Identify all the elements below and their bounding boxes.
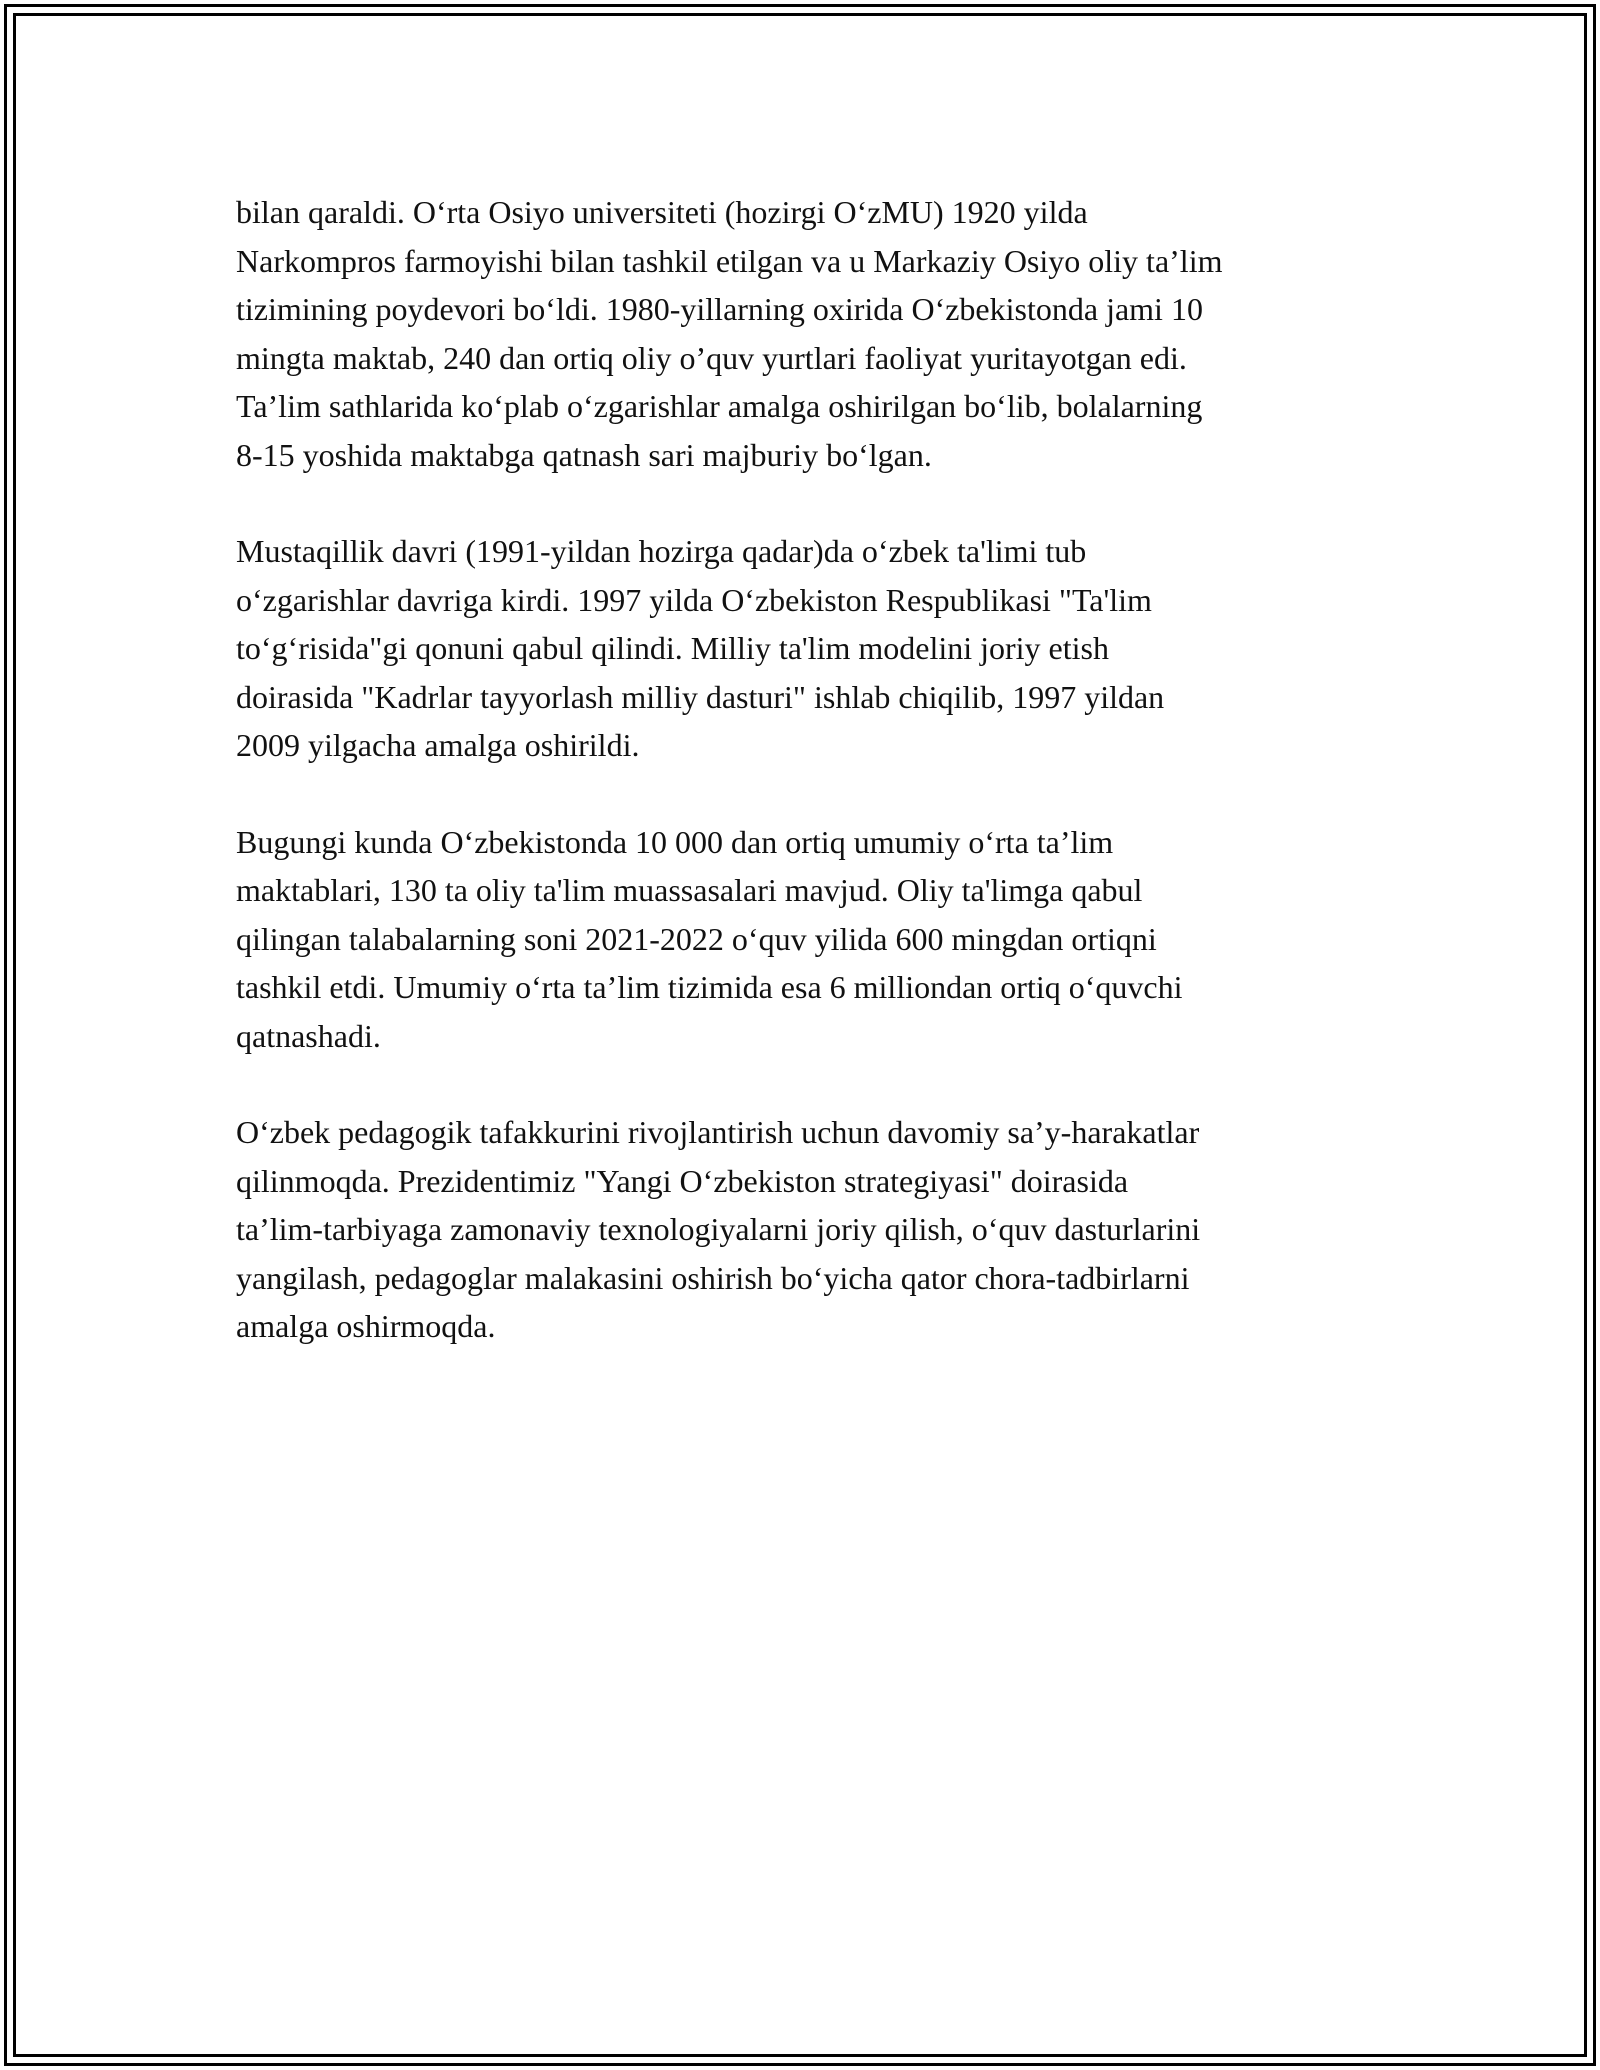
text-line: o‘zgarishlar davriga kirdi. 1997 yilda O‘zbekiston Respublikasi "Ta'lim (236, 581, 1152, 618)
text-line: tizimining poydevori bo‘ldi. 1980-yillarning oxirida O‘zbekistonda jami 10 (236, 291, 1203, 327)
text-line: qatnashadi. (236, 1017, 381, 1054)
paragraph-pedagogy (236, 1108, 1376, 1351)
text-line: bilan qaraldi. O‘rta Osiyo universiteti (hozirgi O‘zMU) 1920 yilda (236, 194, 1088, 230)
text-line: 2009 yilgacha amalga oshirildi. (236, 727, 640, 763)
text-line: to‘g‘risida"gi qonuni qabul qilindi. Milliy ta'lim modelini joriy etish (236, 630, 1109, 666)
text-line: maktablari, 130 ta oliy ta'lim muassasalari mavjud. Oliy ta'limga qabul (236, 872, 1143, 908)
text-line: qilingan talabalarning soni 2021-2022 o‘quv yilida 600 mingdan ortiqni (236, 920, 1157, 957)
text-line: yangilash, pedagoglar malakasini oshirish bo‘yicha qator chora-tadbirlarni (236, 1259, 1190, 1296)
text-line: doirasida "Kadrlar tayyorlash milliy dasturi" ishlab chiqilib, 1997 yildan (236, 678, 1165, 715)
text-line: Mustaqillik davri (1991-yildan hozirga qadar)da o‘zbek ta'limi tub (236, 533, 1087, 569)
document-body (236, 188, 1376, 1399)
text-line: mingta maktab, 240 dan ortiq oliy o’quv yurtlari faoliyat yuritayotgan edi. (236, 339, 1187, 376)
text-line: tashkil etdi. Umumiy o‘rta ta’lim tizimida esa 6 milliondan ortiq o‘quvchi (236, 969, 1183, 1005)
text-line: qilinmoqda. Prezidentimiz "Yangi O‘zbekiston strategiyasi" doirasida (236, 1162, 1129, 1199)
text-line: O‘zbek pedagogik tafakkurini rivojlantirish uchun davomiy sa’y-harakatlar (236, 1114, 1200, 1150)
paragraph-history (236, 188, 1376, 479)
text-line: Ta’lim sathlarida ko‘plab o‘zgarishlar amalga oshirilgan bo‘lib, bolalarning (236, 388, 1203, 424)
text-line: Bugungi kunda O‘zbekistonda 10 000 dan ortiq umumiy o‘rta ta’lim (236, 823, 1114, 860)
text-line: Narkompros farmoyishi bilan tashkil etilgan va u Markaziy Osiyo oliy ta’lim (236, 242, 1223, 279)
text-line: 8-15 yoshida maktabga qatnash sari majburiy bo‘lgan. (236, 436, 932, 473)
paragraph-today (236, 818, 1376, 1061)
paragraph-independence (236, 527, 1376, 770)
text-line: amalga oshirmoqda. (236, 1308, 496, 1344)
text-line: ta’lim-tarbiyaga zamonaviy texnologiyalarni joriy qilish, o‘quv dasturlarini (236, 1211, 1201, 1247)
